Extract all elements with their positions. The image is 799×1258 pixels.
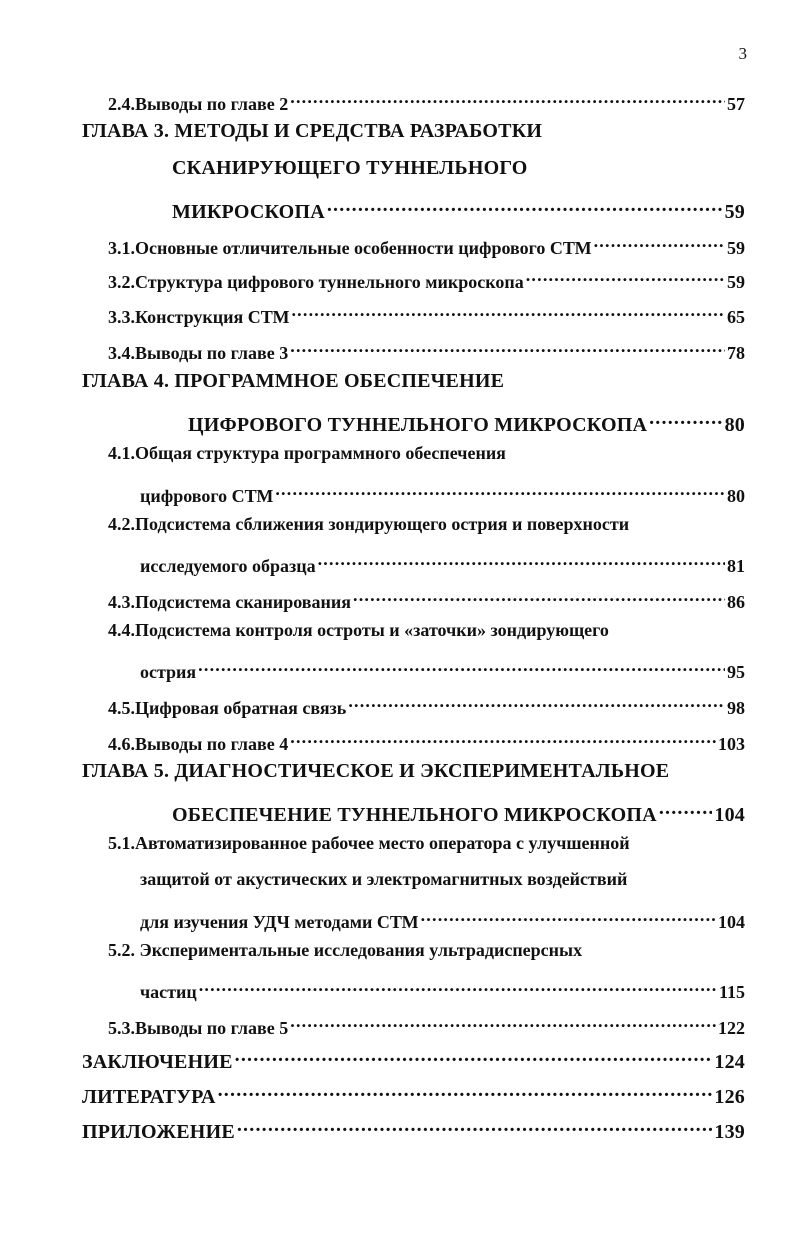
dot-leader bbox=[327, 192, 723, 218]
dot-leader bbox=[198, 652, 725, 678]
toc-chapter-3-line2[interactable]: СКАНИРУЮЩЕГО ТУННЕЛЬНОГО bbox=[172, 157, 528, 179]
toc-entry-4-4-line1[interactable]: 4.4.Подсистема контроля остроты и «заточки» зондирующего bbox=[108, 620, 609, 640]
toc-chapter-5-line2[interactable]: ОБЕСПЕЧЕНИЕ ТУННЕЛЬНОГО МИКРОСКОПА ..... 104 bbox=[172, 795, 745, 821]
toc-literature[interactable]: ЛИТЕРАТУРА ..... 126 bbox=[82, 1077, 745, 1103]
dot-leader bbox=[290, 333, 725, 359]
toc-page-number: 95 bbox=[727, 662, 745, 682]
toc-entry-2-4[interactable] bbox=[108, 84, 745, 114]
toc-page-number: 57 bbox=[727, 94, 745, 114]
toc-conclusion[interactable]: ЗАКЛЮЧЕНИЕ ..... 124 bbox=[82, 1042, 745, 1068]
toc-entry-4-2-line2[interactable]: исследуемого образца ..... 81 bbox=[140, 546, 745, 572]
toc-page-number: 126 bbox=[714, 1086, 745, 1108]
toc-page-number: 86 bbox=[727, 592, 745, 612]
toc-page-number: 98 bbox=[727, 698, 745, 718]
toc-chapter-3-line1[interactable]: ГЛАВА 3. МЕТОДЫ И СРЕДСТВА РАЗРАБОТКИ bbox=[82, 120, 543, 142]
dot-leader bbox=[594, 228, 725, 254]
toc-chapter-4-line2[interactable]: ЦИФРОВОГО ТУННЕЛЬНОГО МИКРОСКОПА ..... 80 bbox=[188, 405, 745, 431]
dot-leader bbox=[290, 1008, 716, 1034]
toc-entry-4-2-line1[interactable]: 4.2.Подсистема сближения зондирующего острия и поверхности bbox=[108, 514, 630, 534]
dot-leader bbox=[291, 297, 725, 323]
toc-page-number: 80 bbox=[727, 486, 745, 506]
dot-leader bbox=[290, 724, 716, 750]
toc-page-number: 80 bbox=[724, 414, 745, 436]
dot-leader bbox=[237, 1112, 713, 1138]
toc-entry-3-3[interactable]: 3.3.Конструкция СТМ ..... 65 bbox=[108, 297, 745, 323]
toc-page-number: 59 bbox=[724, 201, 745, 223]
dot-leader bbox=[659, 795, 713, 821]
dot-leader bbox=[235, 1042, 713, 1068]
toc-page-number: 139 bbox=[714, 1121, 745, 1143]
toc-page-number: 59 bbox=[727, 272, 745, 292]
toc-chapter-4-line1[interactable]: ГЛАВА 4. ПРОГРАММНОЕ ОБЕСПЕЧЕНИЕ bbox=[82, 370, 505, 392]
dot-leader bbox=[353, 582, 725, 608]
toc-entry-4-4-line2[interactable]: острия ..... 95 bbox=[140, 652, 745, 678]
dot-leader bbox=[275, 476, 725, 502]
dot-leader bbox=[649, 405, 722, 431]
dot-leader bbox=[348, 688, 725, 714]
toc-entry-5-1-line2[interactable]: защитой от акустических и электромагнитных воздействий bbox=[140, 869, 628, 889]
dot-leader bbox=[290, 84, 725, 110]
toc-entry-5-3[interactable]: 5.3.Выводы по главе 5 ..... 122 bbox=[108, 1008, 745, 1034]
toc-page-number: 59 bbox=[727, 238, 745, 258]
toc-entry-5-1-line1[interactable]: 5.1.Автоматизированное рабочее место оператора с улучшенной bbox=[108, 833, 630, 853]
toc-entry-3-4[interactable]: 3.4.Выводы по главе 3 ..... 78 bbox=[108, 333, 745, 359]
toc-entry-4-1-line1[interactable]: 4.1.Общая структура программного обеспечения bbox=[108, 443, 506, 463]
page-number: 3 bbox=[738, 44, 747, 63]
dot-leader bbox=[318, 546, 725, 572]
toc-entry-5-2-line1[interactable]: 5.2. Экспериментальные исследования ультрадисперсных bbox=[108, 940, 583, 960]
toc-entry-5-1-line3[interactable]: для изучения УДЧ методами СТМ ..... 104 bbox=[140, 902, 745, 928]
toc-entry-5-2-line2[interactable]: частиц ..... 115 bbox=[140, 972, 745, 998]
toc-page-number: 103 bbox=[718, 734, 745, 754]
dot-leader bbox=[526, 262, 725, 288]
dot-leader bbox=[421, 902, 716, 928]
toc-entry-4-3[interactable]: 4.3.Подсистема сканирования ..... 86 bbox=[108, 582, 745, 608]
toc-page-number: 115 bbox=[718, 982, 745, 1002]
dot-leader bbox=[199, 972, 717, 998]
toc-page-number: 81 bbox=[727, 556, 745, 576]
toc-entry-4-1-line2[interactable]: цифрового СТМ ..... 80 bbox=[140, 476, 745, 502]
dot-leader bbox=[218, 1077, 713, 1103]
toc-entry-4-6[interactable]: 4.6.Выводы по главе 4 ..... 103 bbox=[108, 724, 745, 750]
toc-chapter-5-line1[interactable]: ГЛАВА 5. ДИАГНОСТИЧЕСКОЕ И ЭКСПЕРИМЕНТАЛЬНОЕ bbox=[82, 760, 670, 782]
toc-entry-4-5[interactable]: 4.5.Цифровая обратная связь ..... 98 bbox=[108, 688, 745, 714]
toc-entry-3-2[interactable]: 3.2.Структура цифрового туннельного микроскопа ..... 59 bbox=[108, 262, 745, 288]
toc-page-number: 104 bbox=[718, 912, 745, 932]
toc-page-number: 104 bbox=[714, 804, 745, 826]
toc-page-number: 78 bbox=[727, 343, 745, 363]
toc-page-number: 122 bbox=[718, 1018, 745, 1038]
toc-chapter-3-line3[interactable]: МИКРОСКОПА ..... 59 bbox=[172, 192, 745, 218]
toc-page-number: 124 bbox=[714, 1051, 745, 1073]
toc-page-number: 65 bbox=[727, 307, 745, 327]
toc-entry-3-1[interactable]: 3.1.Основные отличительные особенности цифрового СТМ ..... 59 bbox=[108, 228, 745, 254]
toc-entry-title: 2.4.Выводы по главе 2 bbox=[108, 94, 289, 114]
toc-appendix[interactable]: ПРИЛОЖЕНИЕ ..... 139 bbox=[82, 1112, 745, 1138]
